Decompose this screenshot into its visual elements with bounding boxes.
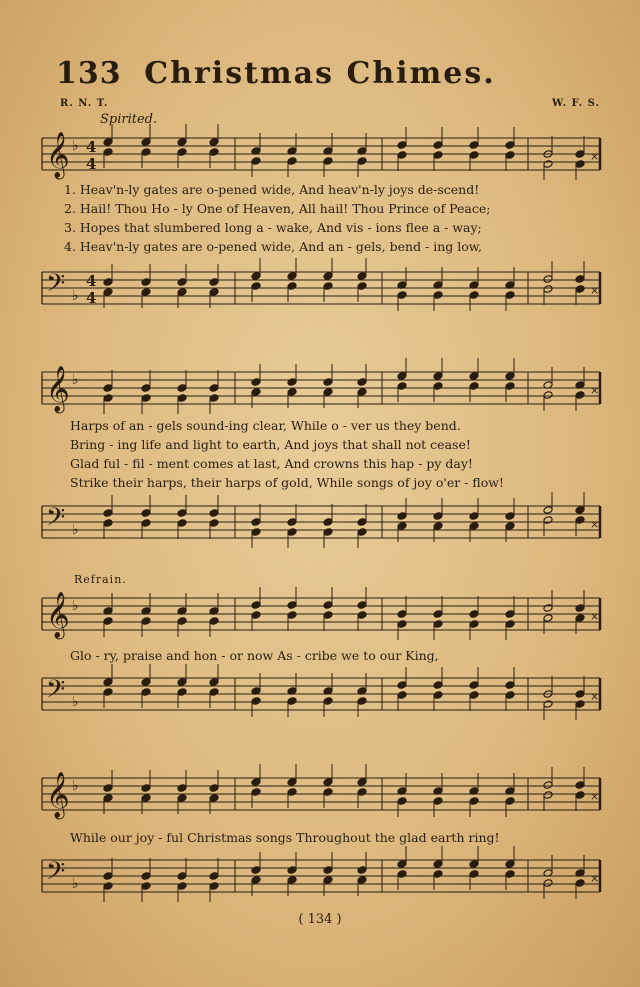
refrain-lyric-line: Glo - ry, praise and hon - or now As - cribe we to our King, (70, 648, 439, 663)
svg-text:×: × (590, 872, 600, 885)
system-3-bass-staff (0, 668, 640, 728)
verse-line: Glad ful - fil - ment comes at last, And crowns this hap - py day! (70, 456, 473, 471)
svg-text:♭: ♭ (72, 778, 79, 794)
svg-text:4: 4 (86, 155, 97, 173)
svg-text:♭: ♭ (72, 372, 79, 388)
verse-line: 3. Hopes that slumbered long a - wake, And vis - ions flee a - way; (64, 220, 482, 235)
system-4-bass-staff (0, 850, 640, 910)
svg-text:4: 4 (86, 289, 97, 307)
svg-text:𝄢: 𝄢 (46, 857, 66, 892)
verse-line: Strike their harps, their harps of gold, While songs of joy o'er - flow! (70, 475, 504, 490)
svg-text:♭: ♭ (72, 598, 79, 614)
system-1-treble-staff (0, 128, 640, 188)
svg-text:𝄢: 𝄢 (46, 675, 66, 710)
verse-line: Harps of an - gels sound-ing clear, While o - ver us they bend. (70, 418, 461, 433)
svg-text:×: × (590, 610, 600, 623)
hymn-title: Christmas Chimes. (144, 56, 496, 91)
refrain-label: Refrain. (74, 573, 127, 586)
page-number: ( 134 ) (298, 912, 342, 927)
svg-text:4: 4 (86, 272, 97, 290)
svg-text:×: × (590, 150, 600, 163)
svg-text:×: × (590, 690, 600, 703)
svg-text:♭: ♭ (72, 694, 79, 710)
svg-text:×: × (590, 384, 600, 397)
system-4-treble-staff (0, 768, 640, 828)
svg-text:×: × (590, 518, 600, 531)
system-2-bass-staff (0, 496, 640, 556)
verse-line: Bring - ing life and light to earth, And joys that shall not cease! (70, 437, 471, 452)
svg-text:♭: ♭ (72, 522, 79, 538)
svg-text:𝄢: 𝄢 (46, 269, 66, 304)
svg-text:𝄢: 𝄢 (46, 503, 66, 538)
svg-text:×: × (590, 284, 600, 297)
verse-line: 2. Hail! Thou Ho - ly One of Heaven, All hail! Thou Prince of Peace; (64, 201, 491, 216)
system-2-treble-staff (0, 362, 640, 422)
svg-text:♭: ♭ (72, 138, 79, 154)
system-1-bass-staff (0, 262, 640, 322)
system-3-treble-staff (0, 588, 640, 648)
svg-text:×: × (590, 790, 600, 803)
tempo-marking: Spirited. (100, 112, 158, 127)
svg-text:𝄞: 𝄞 (46, 772, 70, 818)
lyricist-credit: R. N. T. (60, 98, 109, 109)
composer-credit: W. F. S. (551, 98, 600, 109)
verse-line: 1. Heav'n-ly gates are o-pened wide, And heav'n-ly joys de-scend! (64, 182, 480, 197)
refrain-lyric-line: While our joy - ful Christmas songs Throughout the glad earth ring! (70, 830, 500, 845)
svg-text:♭: ♭ (72, 876, 79, 892)
svg-text:𝄞: 𝄞 (46, 366, 70, 412)
svg-text:𝄞: 𝄞 (46, 132, 70, 178)
verse-line: 4. Heav'n-ly gates are o-pened wide, And an - gels, bend - ing low, (64, 239, 482, 254)
hymn-number: 133 (56, 56, 122, 91)
svg-text:4: 4 (86, 138, 97, 156)
svg-text:𝄞: 𝄞 (46, 592, 70, 638)
svg-text:♭: ♭ (72, 288, 79, 304)
